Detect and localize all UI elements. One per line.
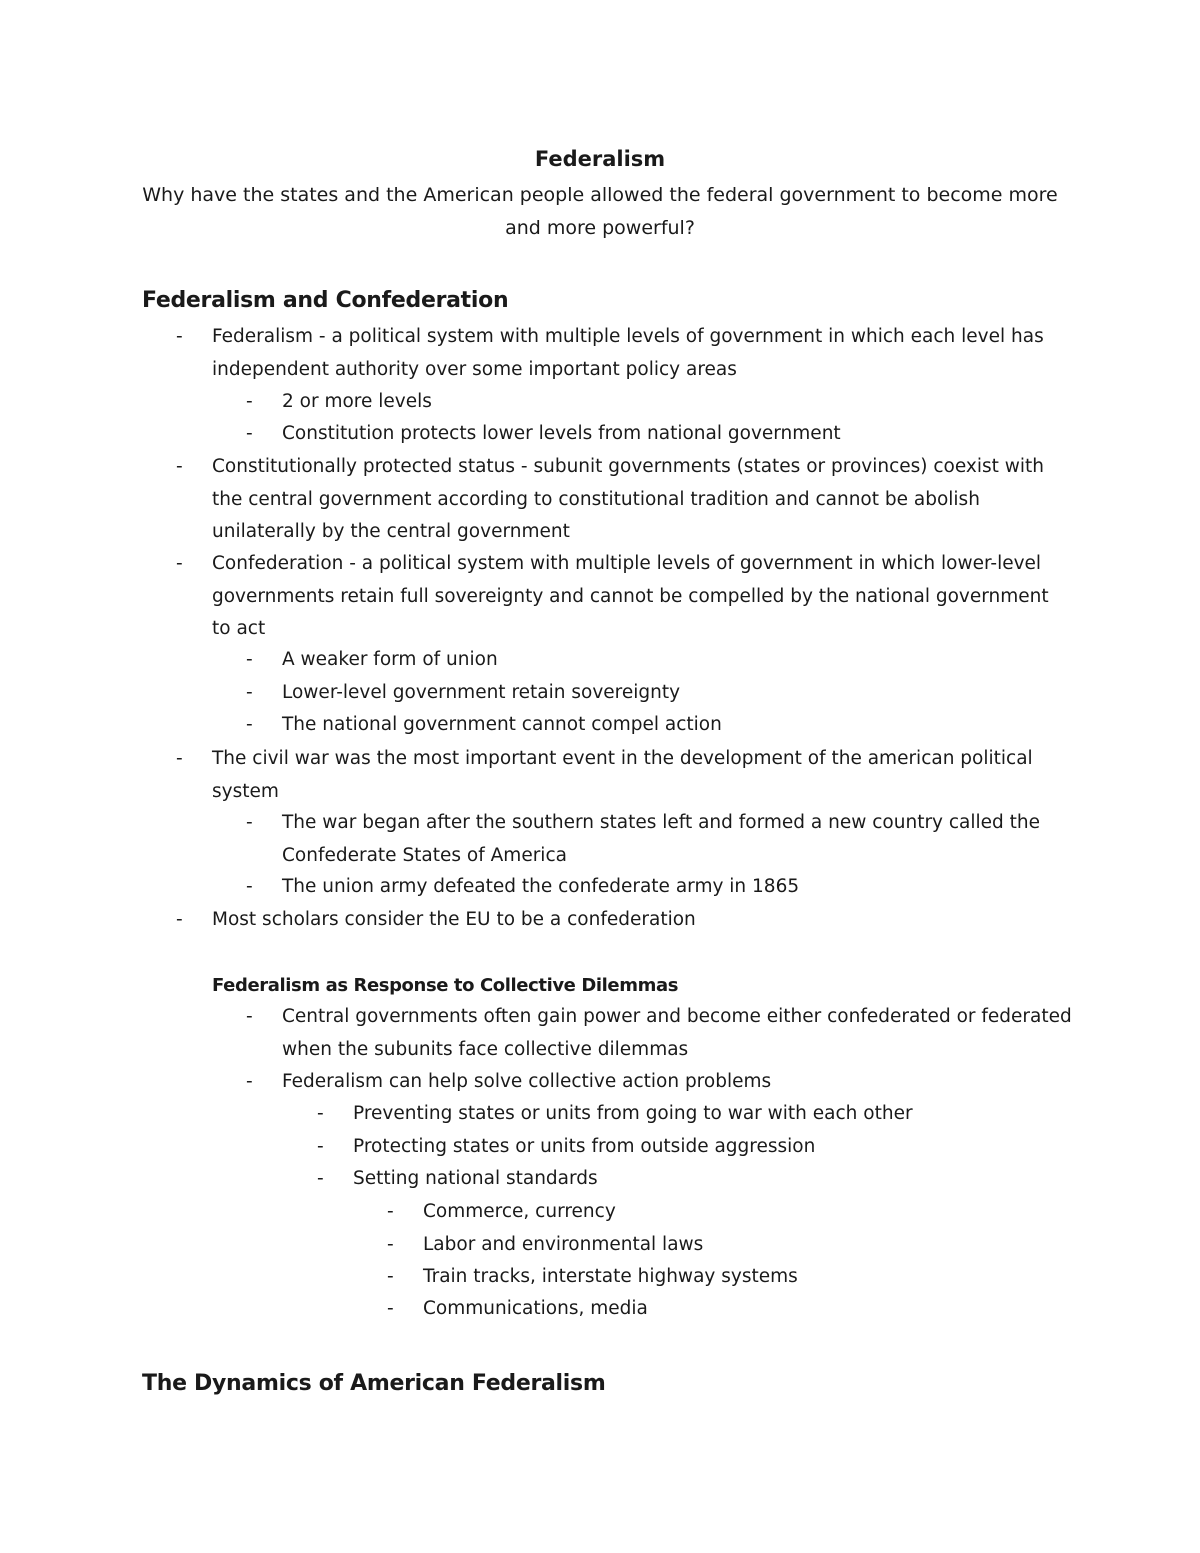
section-heading-federalism-confederation: Federalism and Confederation xyxy=(142,288,509,313)
list-item: - Constitution protects lower levels from national government xyxy=(282,418,1072,451)
bullet-dash: - xyxy=(176,748,183,769)
list-item: - Confederation - a political system with multiple levels of government in which lower-level governments retain full sovereignty and cannot be compelled by the national government to act xyxy=(212,548,1062,646)
bullet-dash: - xyxy=(176,326,183,347)
list-item: - Preventing states or units from going to war with each other xyxy=(353,1098,1073,1131)
bullet-dash: - xyxy=(246,391,253,412)
list-item: - Labor and environmental laws xyxy=(423,1229,1073,1262)
list-item: - Constitutionally protected status - subunit governments (states or provinces) coexist with the central government according to constitutional tradition and cannot be abolish unilaterally by the central government xyxy=(212,451,1062,549)
list-item: - Commerce, currency xyxy=(423,1196,1073,1229)
list-item: - The national government cannot compel action xyxy=(282,709,1072,742)
list-item: - Communications, media xyxy=(423,1293,1073,1326)
bullet-dash: - xyxy=(246,812,253,833)
list-item: - Protecting states or units from outside aggression xyxy=(353,1131,1073,1164)
bullet-dash: - xyxy=(176,909,183,930)
guiding-question: Why have the states and the American people allowed the federal government to become more and more powerful? xyxy=(142,184,1058,239)
list-item: - Lower-level government retain sovereignty xyxy=(282,677,1072,710)
list-item: - The war began after the southern states left and formed a new country called the Confederate States of America xyxy=(282,807,1072,872)
list-item: - Central governments often gain power and become either confederated or federated when the subunits face collective dilemmas xyxy=(282,1001,1072,1066)
list-item: - 2 or more levels xyxy=(282,386,1072,419)
bullet-dash: - xyxy=(176,456,183,477)
bullet-dash: - xyxy=(387,1266,394,1287)
bullet-dash: - xyxy=(317,1136,324,1157)
bullet-dash: - xyxy=(317,1103,324,1124)
subsection-heading-collective-dilemmas: Federalism as Response to Collective Dilemmas xyxy=(212,975,679,996)
bullet-dash: - xyxy=(387,1234,394,1255)
list-item: - The civil war was the most important event in the development of the american political system xyxy=(212,743,1062,808)
list-item: - Most scholars consider the EU to be a confederation xyxy=(212,904,1062,937)
bullet-dash: - xyxy=(246,714,253,735)
bullet-dash: - xyxy=(246,876,253,897)
section-heading-dynamics-american-federalism: The Dynamics of American Federalism xyxy=(142,1371,606,1396)
bullet-dash: - xyxy=(246,1006,253,1027)
bullet-dash: - xyxy=(317,1168,324,1189)
bullet-dash: - xyxy=(246,423,253,444)
bullet-dash: - xyxy=(246,649,253,670)
bullet-dash: - xyxy=(176,553,183,574)
bullet-dash: - xyxy=(387,1298,394,1319)
list-item: - Federalism - a political system with multiple levels of government in which each level has independent authority over some important policy areas xyxy=(212,321,1062,386)
bullet-dash: - xyxy=(246,682,253,703)
list-item: - Federalism can help solve collective action problems xyxy=(282,1066,1072,1099)
list-item: - A weaker form of union xyxy=(282,644,1072,677)
document-title: Federalism xyxy=(534,147,666,171)
list-item: - Train tracks, interstate highway systems xyxy=(423,1261,1073,1294)
list-item: - The union army defeated the confederate army in 1865 xyxy=(282,871,1072,904)
list-item: - Setting national standards xyxy=(353,1163,1073,1196)
bullet-dash: - xyxy=(387,1201,394,1222)
bullet-dash: - xyxy=(246,1071,253,1092)
